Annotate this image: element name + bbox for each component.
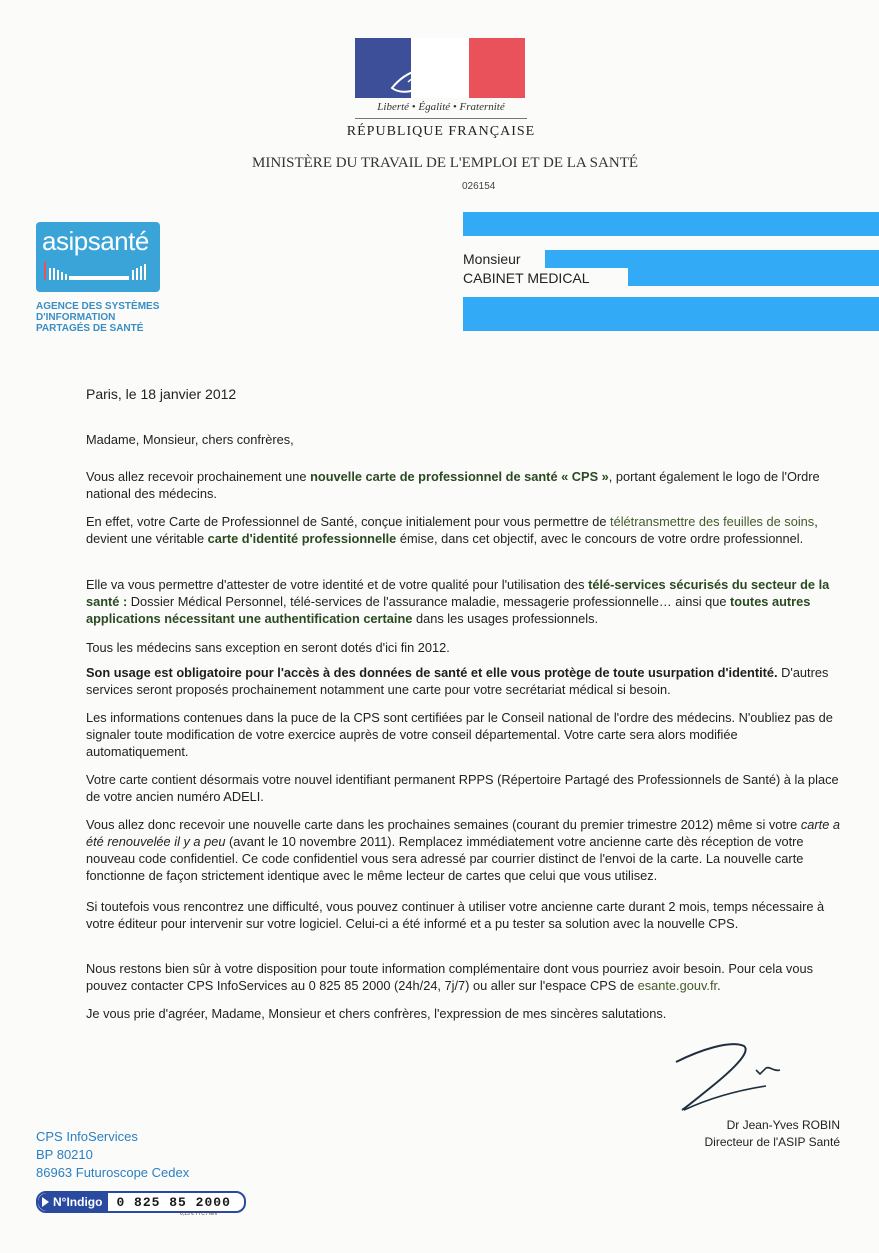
ministere-title: MINISTÈRE DU TRAVAIL DE L'EMPLOI ET DE LA SANTÉ — [251, 155, 639, 171]
asip-barcode-icon — [42, 262, 152, 280]
paragraph: Les informations contenues dans la puce de la CPS sont certifiées par le Conseil national de l'ordre des médecins. N'oubliez pas de signaler toute modification de votre exercice auprès de votre conseil départemental. Votre carte sera alors modifiée automatiquement. — [86, 710, 833, 759]
signer-name: Dr Jean-Yves ROBIN — [726, 1118, 840, 1132]
recipient-line1: Monsieur — [463, 251, 521, 267]
paragraph: Je vous prie d'agréer, Madame, Monsieur et chers confrères, l'expression de mes sincères salutations. — [86, 1006, 667, 1021]
paragraph: Nous restons bien sûr à votre disposition pour toute information complémentaire dont vous pourriez avoir besoin. Pour cela vous pouvez contacter CPS InfoServices au 0 825 85 2000 (24h/24, 7j/7) ou aller sur l'espace CPS de esante.gouv.fr. — [86, 961, 813, 993]
marianne-profile-icon — [378, 58, 468, 98]
paragraph: Votre carte contient désormais votre nouvel identifiant permanent RPPS (Répertoire Partagé des Professionnels de Santé) à la place de votre ancien numéro ADELI. — [86, 772, 839, 804]
indigo-label: N°Indigo — [38, 1193, 108, 1211]
indigo-price: 0,15 € TTC / MN — [180, 1211, 217, 1217]
redacted-block — [628, 268, 879, 286]
paragraph: Vous allez donc recevoir une nouvelle carte dans les prochaines semaines (courant du premier trimestre 2012) même si votre carte a été renouvelée il y a peu (avant le 10 novembre 2011). Remplacez immédiatement votre ancienne carte dès réception de votre nouveau code confidentiel. Ce code confidentiel vous sera adressé par courrier distinct de l'envoi de la carte. La nouvelle carte fonctionne de façon strictement identique avec le même lecteur de cartes que celui que vous utilisez. — [86, 817, 840, 883]
footer-bp: BP 80210 — [36, 1147, 93, 1162]
agence-name: AGENCE DES SYSTÈMES D'INFORMATION PARTAGÉS DE SANTÉ — [36, 301, 160, 334]
indigo-number-badge — [36, 1191, 246, 1213]
paragraph: Son usage est obligatoire pour l'accès à des données de santé et elle vous protège de toute usurpation d'identité. D'autres services seront proposés prochainement notamment une carte pour votre secrétariat médical si besoin. — [86, 665, 829, 697]
letter-date: Paris, le 18 janvier 2012 — [86, 386, 237, 402]
signature-icon — [670, 1036, 810, 1116]
signer-title: Directeur de l'ASIP Santé — [704, 1135, 840, 1149]
republique-francaise: RÉPUBLIQUE FRANÇAISE — [346, 124, 536, 139]
redacted-block — [545, 250, 879, 268]
reference-number: 026154 — [462, 181, 496, 192]
paragraph: En effet, votre Carte de Professionnel de Santé, conçue initialement pour vous permettre de télétransmettre des feuilles de soins, devient une véritable carte d'identité professionnelle émise, dans cet objectif, avec le concours de votre ordre professionnel. — [86, 514, 818, 546]
recipient-line2: CABINET MEDICAL — [463, 270, 590, 286]
play-icon — [42, 1197, 49, 1207]
paragraph: Elle va vous permettre d'attester de votre identité et de votre qualité pour l'utilisation des télé-services sécurisés du secteur de la santé : Dossier Médical Personnel, télé-services de l'assurance maladie, messagerie professionnelle… ainsi que toutes autres applications nécessitant une authentification certaine dans les usages professionnels. — [86, 577, 830, 626]
devise: Liberté • Égalité • Fraternité — [377, 101, 505, 113]
footer-service: CPS InfoServices — [36, 1129, 138, 1144]
paragraph: Vous allez recevoir prochainement une nouvelle carte de professionnel de santé « CPS », portant également le logo de l'Ordre national des médecins. — [86, 469, 820, 501]
redacted-block — [463, 297, 879, 331]
letter-salutation: Madame, Monsieur, chers confrères, — [86, 432, 294, 447]
divider — [355, 118, 527, 119]
paragraph: Tous les médecins sans exception en seront dotés d'ici fin 2012. — [86, 640, 450, 655]
asip-logo-text: asipsanté — [42, 226, 149, 256]
paragraph: Si toutefois vous rencontrez une difficulté, vous pouvez continuer à utiliser votre ancienne carte durant 2 mois, temps nécessaire à votre éditeur pour intervenir sur votre logiciel. Celui-ci a été informé et a pu tester sa solution avec la nouvelle CPS. — [86, 899, 825, 931]
redacted-block — [463, 212, 879, 236]
indigo-phone: 0 825 85 2000 — [116, 1194, 231, 1210]
footer-city: 86963 Futuroscope Cedex — [36, 1165, 190, 1180]
